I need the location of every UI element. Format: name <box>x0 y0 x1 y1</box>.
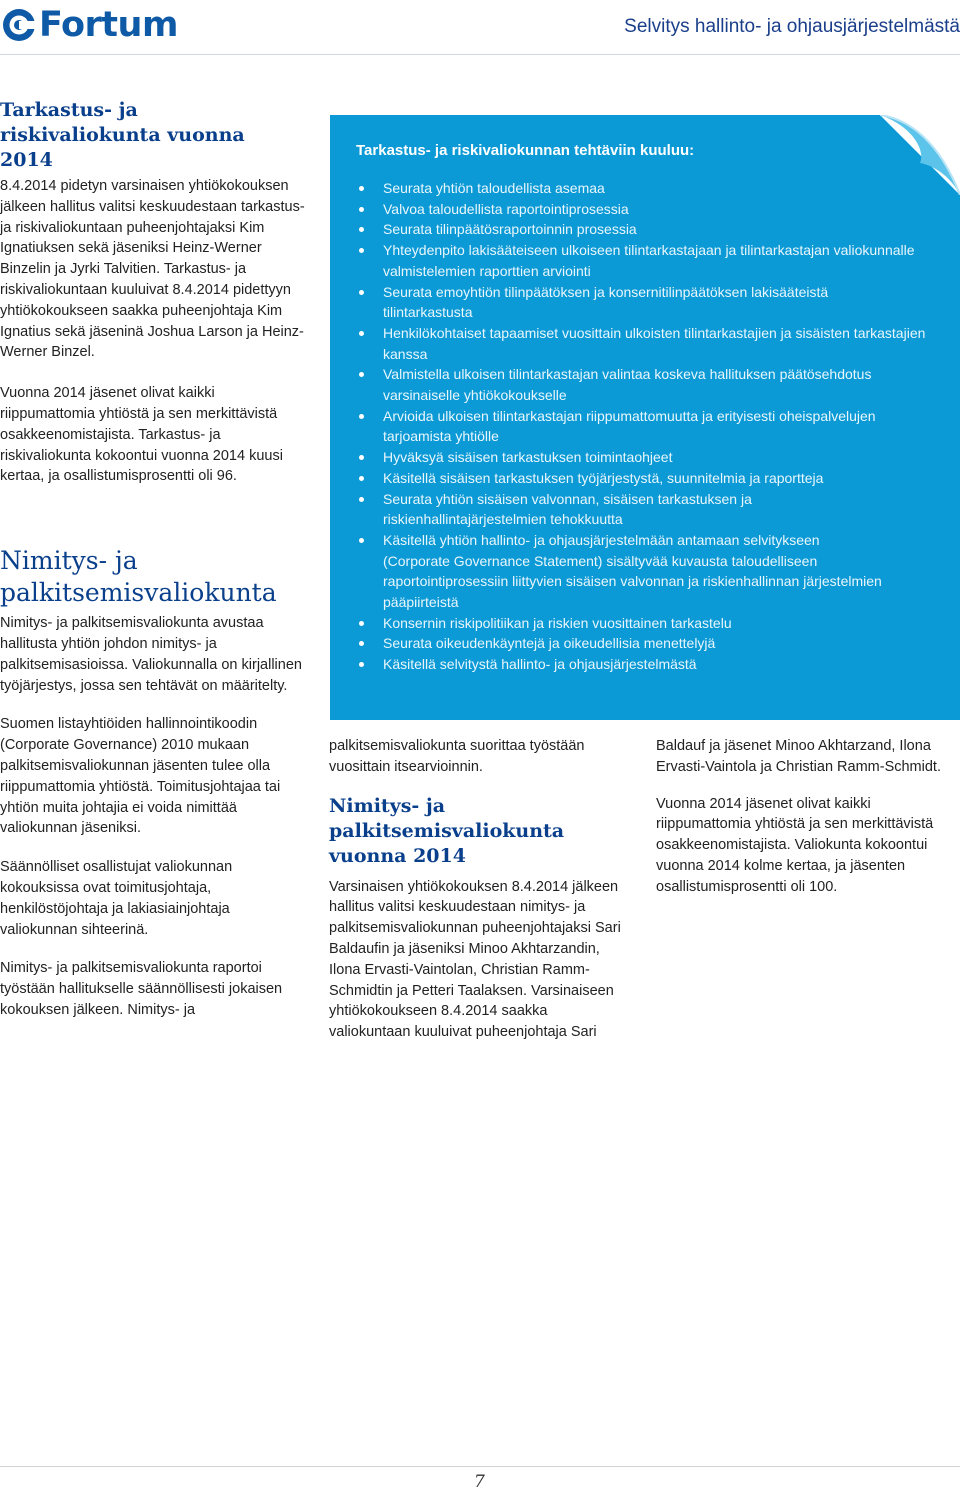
right-paragraph-1: Baldauf ja jäsenet Minoo Akhtarzand, Ilona Ervasti-Vaintola ja Christian Ramm-Schmidt. <box>656 738 941 775</box>
middle-column <box>329 736 629 1043</box>
fortum-logo-icon <box>2 8 36 42</box>
duties-list-item: Seurata oikeudenkäyntejä ja oikeudellisia menettelyjä <box>356 633 926 654</box>
document-title: Selvitys hallinto- ja ohjausjärjestelmästä <box>624 16 960 37</box>
left-column <box>0 98 308 1021</box>
nomination-committee-heading: Nimitys- ja palkitsemisvaliokunta <box>0 546 277 608</box>
duties-list <box>356 178 926 675</box>
nomination-committee-paragraph-1: Nimitys- ja palkitsemisvaliokunta avustaa hallitusta yhtiön johdon nimitys- ja palkitsemisasioissa. Valiokunnalla on kirjallinen työjärjestys, jossa sen tehtävät on määritelty. <box>0 615 302 694</box>
duties-list-item: Valvoa taloudellista raportointiprosessia <box>356 199 926 220</box>
middle-paragraph-1: palkitsemisvaliokunta suorittaa työstään vuosittain itsearvioinnin. <box>329 738 585 775</box>
duties-list-item: Seurata yhtiön sisäisen valvonnan, sisäisen tarkastuksen ja riskienhallintajärjestelmien tehokkuutta <box>356 489 823 530</box>
duties-list-item: Arvioida ulkoisen tilintarkastajan riippumattomuutta ja erityisesti oheispalvelujen tarjoamista yhtiölle <box>356 406 926 447</box>
audit-committee-paragraph-1: 8.4.2014 pidetyn varsinaisen yhtiökokouksen jälkeen hallitus valitsi keskuudestaan tarkastus- ja riskivaliokuntaan puheenjohtajaksi Kim Ignatiuksen sekä jäseniksi Heinz-Werner Binzelin ja Jyrki Talvitien. Tarkastus- ja riskivaliokuntaan kuuluivat 8.4.2014 pidettyyn yhtiökokoukseen saakka puheenjohtaja Kim Ignatius sekä jäseninä Joshua Larson ja Heinz-Werner Binzel. <box>0 178 305 361</box>
header-divider <box>0 54 960 55</box>
brand-name: Fortum <box>39 5 178 45</box>
middle-paragraph-2: Varsinaisen yhtiökokouksen 8.4.2014 jälkeen hallitus valitsi keskuudestaan nimitys- ja palkitsemisvaliokunnan puheenjohtajaksi Sari Baldaufin ja jäseniksi Minoo Akhtarzandin, Ilona Ervasti-Vaintolan, Christian Ramm-Schmidtin ja Petteri Taalaksen. Varsinaiseen yhtiökokoukseen 8.4.2014 saakka valiokuntaan kuuluivat puheenjohtaja Sari <box>329 878 621 1041</box>
right-paragraph-2: Vuonna 2014 jäsenet olivat kaikki riippumattomia yhtiöstä ja sen merkittävistä osakkeenomistajista. Valiokunta kokoontui vuonna 2014 kolme kertaa, ja jäsenten osallistumisprosentti oli 100. <box>656 795 934 895</box>
audit-committee-heading: Tarkastus- ja riskivaliokunta vuonna 2014 <box>0 99 245 171</box>
page-header <box>0 0 960 60</box>
duties-list-item: Hyväksyä sisäisen tarkastuksen toimintaohjeet <box>356 447 926 468</box>
duties-list-item: Seurata tilinpäätösraportoinnin prosessia <box>356 219 926 240</box>
audit-committee-paragraph-2: Vuonna 2014 jäsenet olivat kaikki riippumattomia yhtiöstä ja sen merkittävistä osakkeenomistajista. Tarkastus- ja riskivaliokunta kokoontui vuonna 2014 kuusi kertaa, ja osallistumisprosentti oli 96. <box>0 385 283 485</box>
duties-box-title: Tarkastus- ja riskivaliokunnan tehtäviin kuuluu: <box>356 142 695 159</box>
fortum-logo <box>2 6 178 44</box>
duties-list-item: Henkilökohtaiset tapaamiset vuosittain ulkoisten tilintarkastajien ja sisäisten tarkastajien kanssa <box>356 323 926 364</box>
duties-list-item: Konsernin riskipolitiikan ja riskien vuosittainen tarkastelu <box>356 613 926 634</box>
nomination-committee-paragraph-3: Säännölliset osallistujat valiokunnan kokouksissa ovat toimitusjohtaja, henkilöstöjohtaja ja lakiasiainjohtaja valiokunnan sihteerinä. <box>0 859 233 938</box>
nomination-committee-paragraph-2: Suomen listayhtiöiden hallinnointikoodin (Corporate Governance) 2010 mukaan palkitsemisvaliokunnan jäsenten tulee olla riippumattomia yhtiöstä. Toimitusjohtajaa tai yhtiön muita johtajia ei voida nimittää valiokunnan jäseniksi. <box>0 716 281 837</box>
duties-list-item: Valmistella ulkoisen tilintarkastajan valintaa koskeva hallituksen päätösehdotus varsinaiselle yhtiökokoukselle <box>356 364 943 405</box>
duties-list-item: Seurata emoyhtiön tilinpäätöksen ja konsernitilinpäätöksen lakisääteistä tilintarkastusta <box>356 282 903 323</box>
duties-list-item: Seurata yhtiön taloudellista asemaa <box>356 178 926 199</box>
duties-list-item: Käsitellä selvitystä hallinto- ja ohjausjärjestelmästä <box>356 654 926 675</box>
page-number: 7 <box>474 1472 485 1492</box>
duties-list-item: Käsitellä sisäisen tarkastuksen työjärjestystä, suunnitelmia ja raportteja <box>356 468 926 489</box>
right-column <box>656 736 956 898</box>
nomination-committee-paragraph-4: Nimitys- ja palkitsemisvaliokunta raportoi työstään hallitukselle säännöllisesti jokaisen kokouksen jälkeen. Nimitys- ja <box>0 960 283 1018</box>
duties-list-item: Yhteydenpito lakisääteiseen ulkoiseen tilintarkastajaan ja tilintarkastajan valiokunnalle valmistelemien raporttien arviointi <box>356 240 926 281</box>
footer-divider <box>0 1466 960 1467</box>
nomination-2014-heading: Nimitys- ja palkitsemisvaliokunta vuonna 2014 <box>329 794 565 867</box>
duties-list-item: Käsitellä yhtiön hallinto- ja ohjausjärjestelmään antamaan selvitykseen (Corporate Governance Statement) sisältyvää kuvausta taloudelliseen raportointiprosessiin liittyvien sisäisen valvonnan ja riskienhallinnan järjestelmien pääpiirteistä <box>356 530 883 613</box>
